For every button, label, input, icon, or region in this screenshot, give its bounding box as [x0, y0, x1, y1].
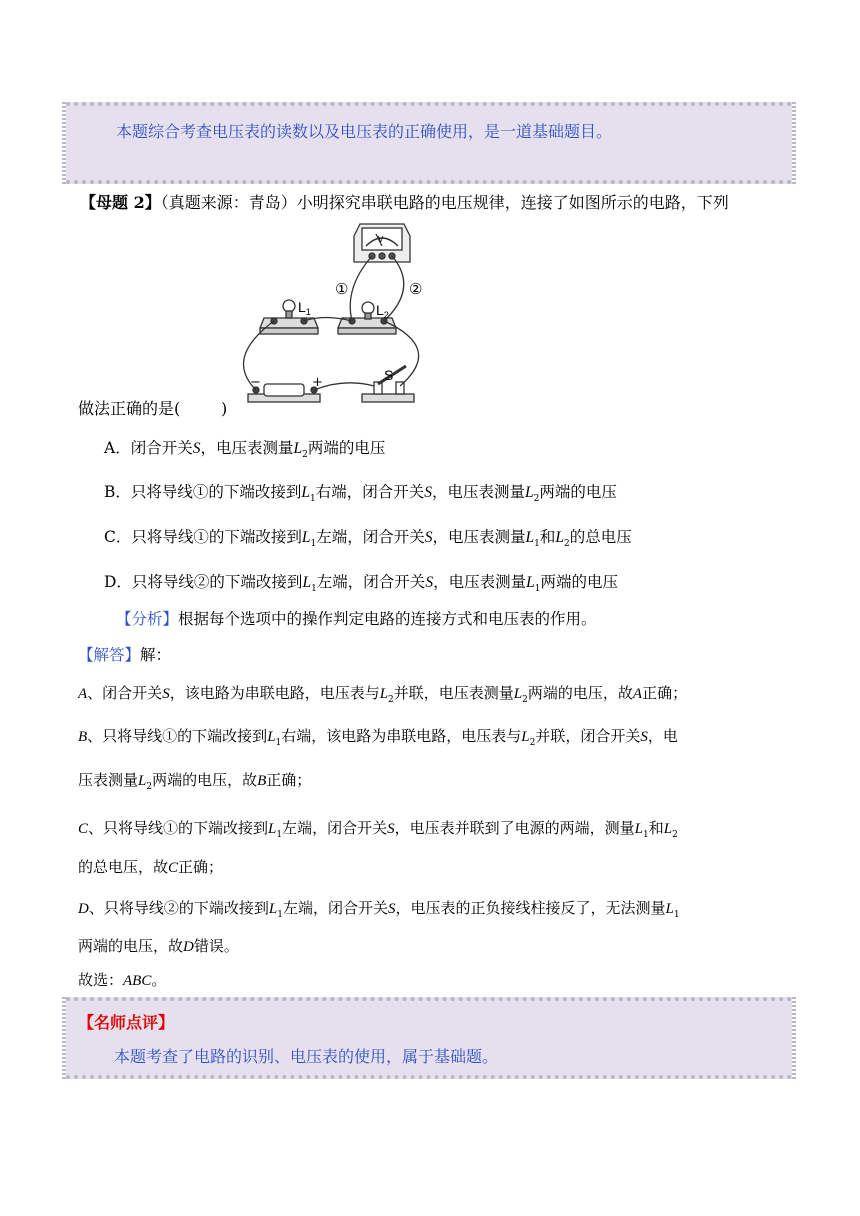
- answer-paren: ( ): [174, 399, 228, 418]
- teacher-comment-tag: 【名师点评】: [78, 1013, 175, 1032]
- switch-label: S: [384, 367, 394, 383]
- option-b: B．只将导线①的下端改接到$L_1$右端，闭合开关S，电压表测量$L_2$两端的电压: [104, 483, 617, 505]
- option-a: A．闭合开关S，电压表测量$L_2$两端的电压: [104, 439, 386, 461]
- answer-tag: 【解答】: [78, 646, 141, 664]
- plus-label: +: [312, 375, 323, 390]
- circuit-figure: [234, 218, 434, 414]
- question-stem-1: （真题来源：青岛）小明探究串联电路的电压规律，连接了如图所示的电路，下列: [160, 193, 729, 212]
- meter-label: V: [378, 235, 384, 244]
- analysis-tag: 【分析】: [116, 610, 179, 628]
- note-box-bottom: [66, 997, 792, 1079]
- answer-d-1: D、只将导线②的下端改接到$L_1$左端，闭合开关S，电压表的正负接线柱接反了，无法测量$L_1$: [78, 899, 680, 920]
- teacher-comment-text: 本题考查了电路的识别、电压表的使用，属于基础题。: [114, 1047, 499, 1066]
- answer-header: 【解答】解：: [78, 646, 172, 664]
- question-tag: 【母题 2】: [80, 193, 161, 212]
- answer-b-2: 压表测量$L_2$两端的电压，故B正确；: [78, 771, 312, 792]
- wire-label-1: ①: [335, 280, 349, 298]
- option-d: D．只将导线②的下端改接到$L_1$左端，闭合开关S，电压表测量$L_1$两端的电压: [104, 573, 618, 595]
- question-stem-2: 做法正确的是( ): [78, 399, 228, 418]
- answer-c-1: C、只将导线①的下端改接到$L_1$左端，闭合开关S，电压表并联到了电源的两端，测量$L_1$和$L_2$: [78, 819, 678, 840]
- wire-label-2: ②: [409, 280, 423, 298]
- analysis: 【分析】根据每个选项中的操作判定电路的连接方式和电压表的作用。: [116, 610, 597, 628]
- question-stem: [80, 193, 729, 213]
- answer-final: 故选：ABC。: [78, 971, 167, 989]
- note-text-top: 本题综合考查电压表的读数以及电压表的正确使用，是一道基础题目。: [116, 122, 613, 141]
- lamp-label-2: $L_2$: [376, 302, 389, 320]
- answer-c-2: 的总电压，故C正确；: [78, 858, 224, 876]
- answer-d-2: 两端的电压，故D错误。: [78, 937, 239, 955]
- option-c: C．只将导线①的下端改接到$L_1$左端，闭合开关S，电压表测量$L_1$和$L_2$的总电压: [104, 528, 632, 550]
- answer-a: A、闭合开关S，该电路为串联电路，电压表与$L_2$并联，电压表测量$L_2$两端的电压，故A正确；: [78, 684, 688, 705]
- note-box-top: [66, 102, 792, 184]
- minus-label: −: [250, 375, 261, 390]
- answer-b-1: B、只将导线①的下端改接到$L_1$右端，该电路为串联电路，电压表与$L_2$并联，闭合开关S，电: [78, 727, 678, 748]
- lamp-label-1: $L_1$: [298, 299, 311, 317]
